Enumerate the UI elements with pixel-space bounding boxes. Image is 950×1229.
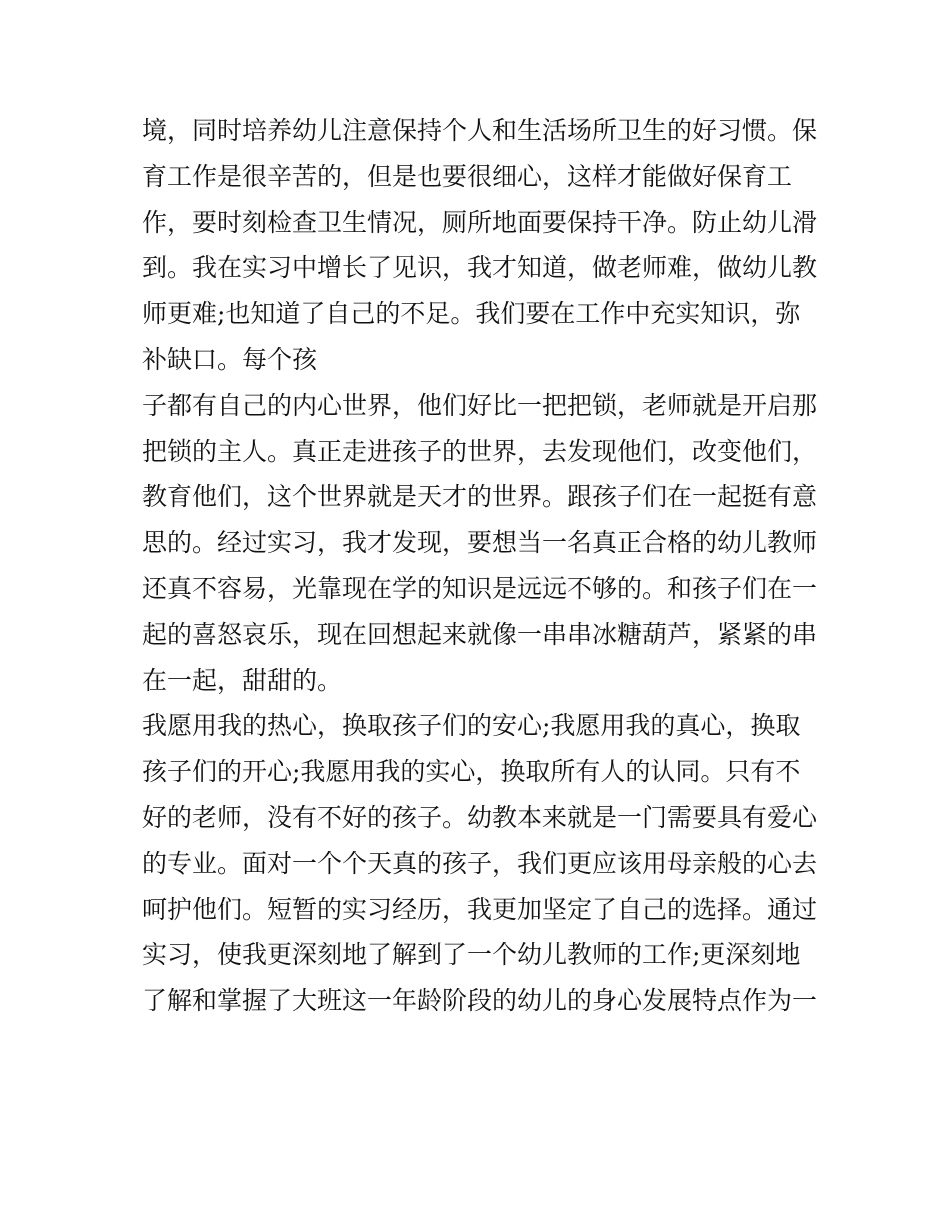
text-line: 教育他们，这个世界就是天才的世界。跟孩子们在一起挺有意 <box>142 482 818 512</box>
body-text <box>142 108 822 1024</box>
text-line: 境，同时培养幼儿注意保持个人和生活场所卫生的好习惯。保 <box>142 116 818 145</box>
text-line: 作，要时刻检查卫生情况，厕所地面要保持干净。防止幼儿滑 <box>142 207 818 237</box>
text-line: 了解和掌握了大班这一年龄阶段的幼儿的身心发展特点作为一 <box>142 986 818 1016</box>
text-line: 师更难;也知道了自己的不足。我们要在工作中充实知识，弥 <box>142 299 801 329</box>
text-line: 育工作是很辛苦的，但是也要很细心，这样才能做好保育工 <box>142 161 793 191</box>
text-line: 思的。经过实习，我才发现，要想当一名真正合格的幼儿教师 <box>142 528 818 558</box>
text-line: 好的老师，没有不好的孩子。幼教本来就是一门需要具有爱心 <box>142 802 818 832</box>
text-line: 我愿用我的热心，换取孩子们的安心;我愿用我的真心，换取 <box>142 711 801 741</box>
text-line: 的专业。面对一个个天真的孩子，我们更应该用母亲般的心去 <box>142 848 818 878</box>
text-line: 把锁的主人。真正走进孩子的世界，去发现他们，改变他们， <box>142 436 818 466</box>
text-line: 孩子们的开心;我愿用我的实心，换取所有人的认同。只有不 <box>142 757 801 787</box>
text-line: 起的喜怒哀乐，现在回想起来就像一串串冰糖葫芦，紧紧的串 <box>142 619 818 649</box>
text-line: 到。我在实习中增长了见识，我才知道，做老师难，做幼儿教 <box>142 253 818 283</box>
text-line: 实习，使我更深刻地了解到了一个幼儿教师的工作;更深刻地 <box>142 940 801 970</box>
text-line: 还真不容易，光靠现在学的知识是远远不够的。和孩子们在一 <box>142 573 818 603</box>
text-line: 在一起，甜甜的。 <box>142 665 343 695</box>
text-line: 呵护他们。短暂的实习经历，我更加坚定了自己的选择。通过 <box>142 894 818 924</box>
text-line: 补缺口。每个孩 <box>142 344 318 374</box>
text-line: 子都有自己的内心世界，他们好比一把把锁，老师就是开启那 <box>142 390 818 420</box>
